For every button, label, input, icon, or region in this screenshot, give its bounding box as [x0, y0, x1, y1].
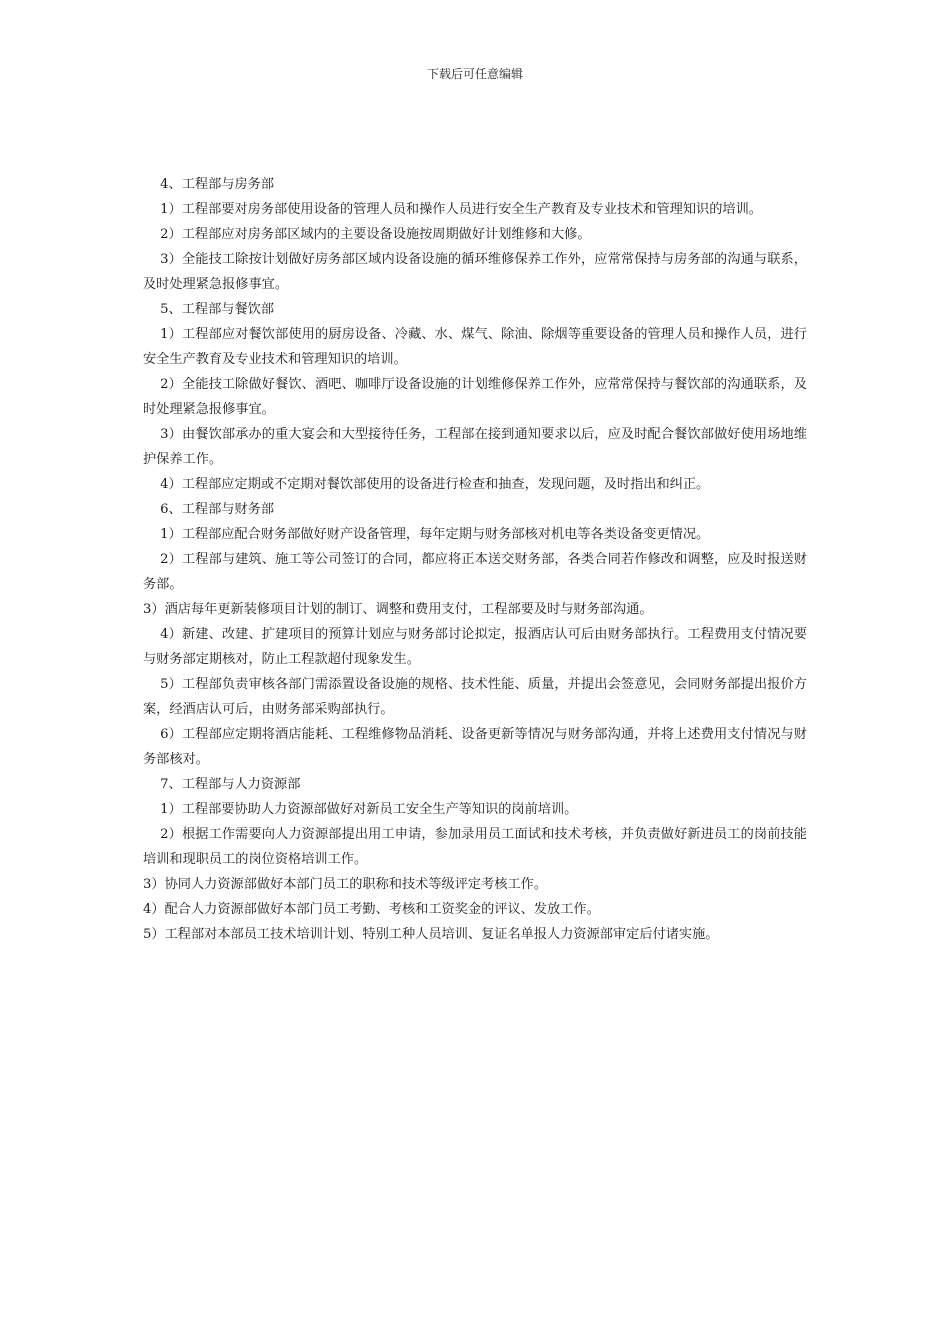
paragraph-4-2: 2）工程部应对房务部区域内的主要设备设施按周期做好计划维修和大修。 [160, 227, 591, 242]
paragraph-4-3: 3）全能技工除按计划做好房务部区域内设备设施的循环维修保养工作外，应常常保持与房务部的沟通与联系，及时处理紧急报修事宜。 [143, 252, 807, 292]
paragraph-5-2: 2）全能技工除做好餐饮、酒吧、咖啡厅设备设施的计划维修保养工作外，应常常保持与餐饮部的沟通联系，及时处理紧急报修事宜。 [143, 377, 807, 417]
paragraph-5-4: 4）工程部应定期或不定期对餐饮部使用的设备进行检查和抽查，发现问题，及时指出和纠正。 [160, 477, 710, 492]
paragraph-7-4: 4）配合人力资源部做好本部门员工考勤、考核和工资奖金的评议、发放工作。 [143, 902, 600, 917]
paragraph-section-4-title: 4、工程部与房务部 [160, 177, 275, 192]
paragraph-7-1: 1）工程部要协助人力资源部做好对新员工安全生产等知识的岗前培训。 [160, 802, 578, 817]
paragraph-section-7-title: 7、工程部与人力资源部 [160, 777, 301, 792]
paragraph-6-4: 4）新建、改建、扩建项目的预算计划应与财务部讨论拟定，报酒店认可后由财务部执行。工程费用支付情况要与财务部定期核对，防止工程款超付现象发生。 [143, 627, 807, 667]
paragraph-7-5: 5）工程部对本部员工技术培训计划、特别工种人员培训、复证名单报人力资源部审定后付诸实施。 [143, 927, 719, 942]
paragraph-6-3: 3）酒店每年更新装修项目计划的制订、调整和费用支付，工程部要及时与财务部沟通。 [143, 602, 653, 617]
page-header: 下载后可任意编辑 [426, 67, 523, 81]
paragraph-7-3: 3）协同人力资源部做好本部门员工的职称和技术等级评定考核工作。 [143, 877, 548, 892]
paragraph-4-1: 1）工程部要对房务部使用设备的管理人员和操作人员进行安全生产教育及专业技术和管理知识的培训。 [160, 202, 762, 217]
paragraph-6-1: 1）工程部应配合财务部做好财产设备管理，每年定期与财务部核对机电等各类设备变更情况。 [160, 527, 710, 542]
paragraph-6-5: 5）工程部负责审核各部门需添置设备设施的规格、技术性能、质量，并提出会签意见，会同财务部提出报价方案，经酒店认可后，由财务部采购部执行。 [143, 677, 807, 717]
paragraph-section-6-title: 6、工程部与财务部 [160, 502, 275, 517]
paragraph-7-2: 2）根据工作需要向人力资源部提出用工申请，参加录用员工面试和技术考核，并负责做好新进员工的岗前技能培训和现职员工的岗位资格培训工作。 [143, 827, 807, 867]
paragraph-5-1: 1）工程部应对餐饮部使用的厨房设备、冷藏、水、煤气、除油、除烟等重要设备的管理人员和操作人员，进行安全生产教育及专业技术和管理知识的培训。 [143, 327, 807, 367]
document-body [143, 172, 807, 947]
paragraph-6-2: 2）工程部与建筑、施工等公司签订的合同，都应将正本送交财务部，各类合同若作修改和调整，应及时报送财务部。 [143, 552, 807, 592]
paragraph-6-6: 6）工程部应定期将酒店能耗、工程维修物品消耗、设备更新等情况与财务部沟通，并将上述费用支付情况与财务部核对。 [143, 727, 807, 767]
paragraph-section-5-title: 5、工程部与餐饮部 [160, 302, 275, 317]
paragraph-5-3: 3）由餐饮部承办的重大宴会和大型接待任务，工程部在接到通知要求以后，应及时配合餐饮部做好使用场地维护保养工作。 [143, 427, 807, 467]
